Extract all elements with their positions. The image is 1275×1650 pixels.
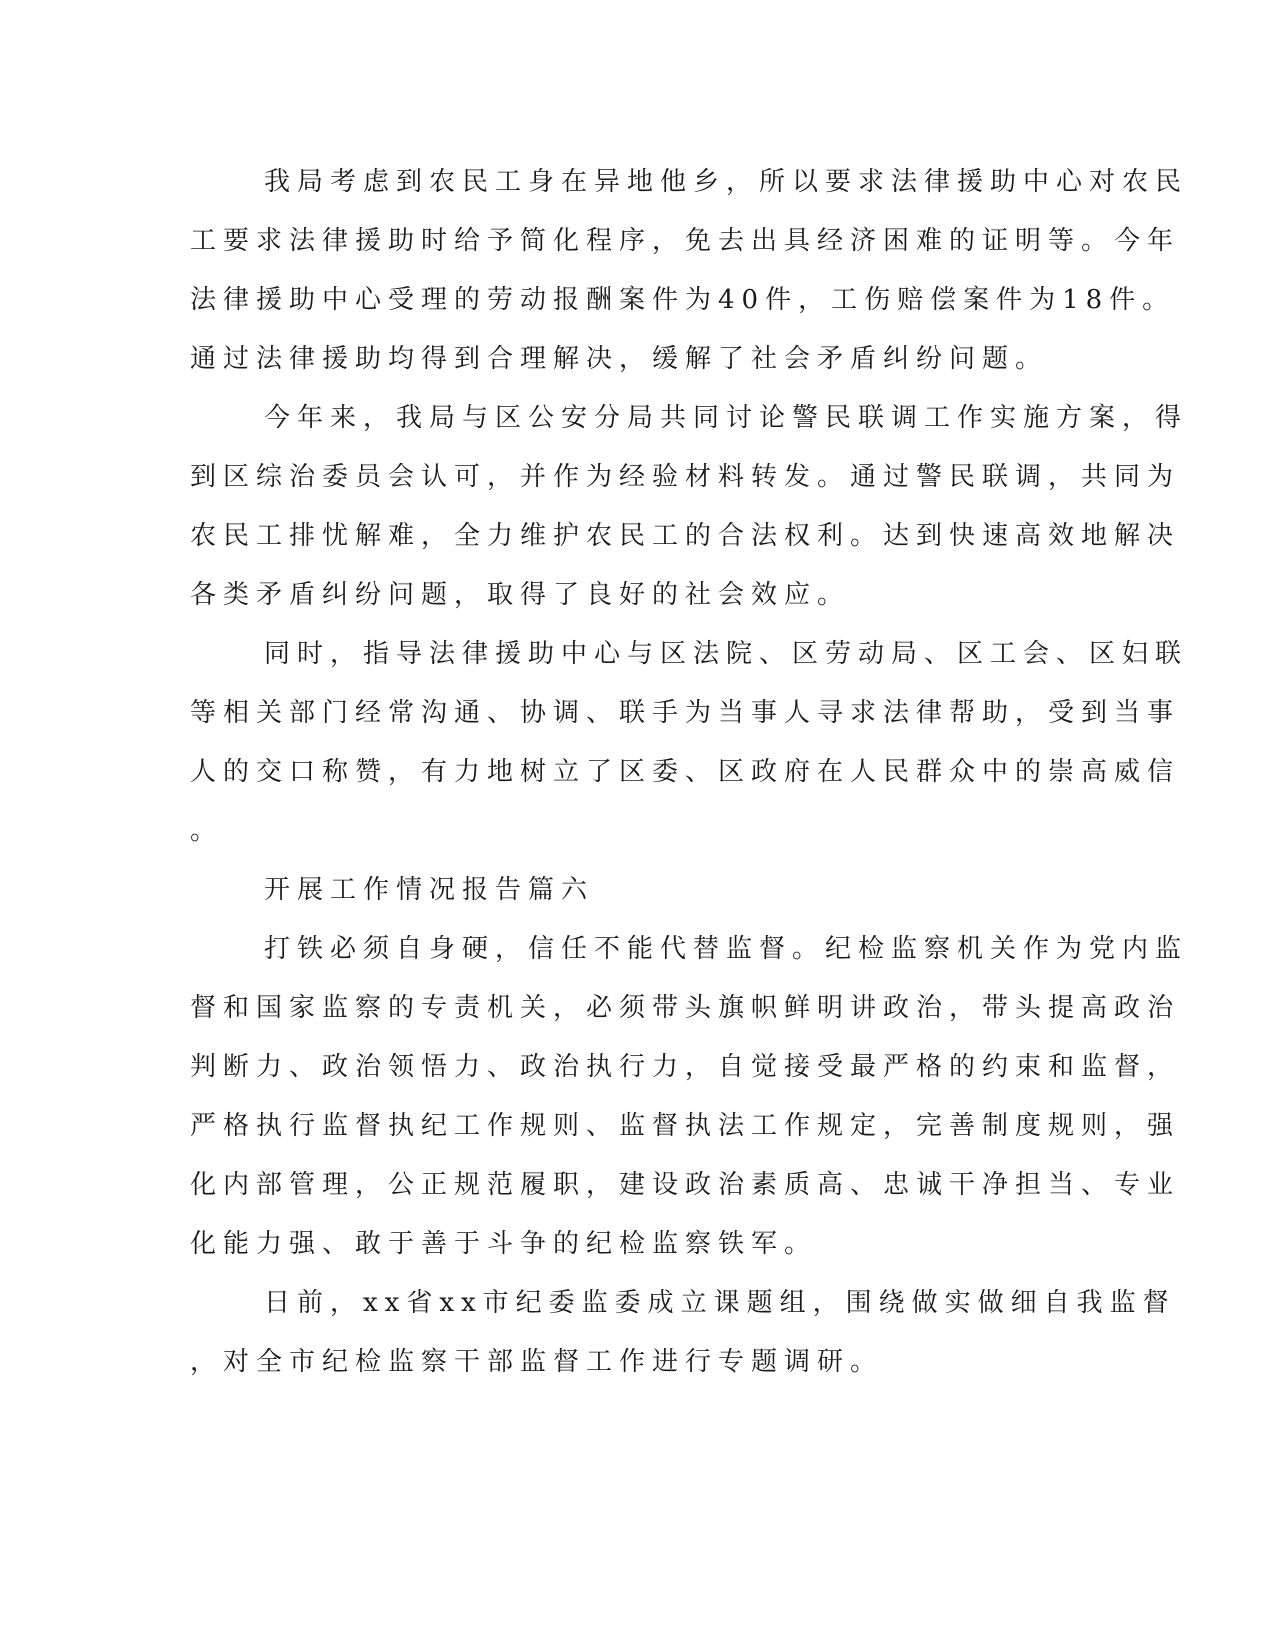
para3-line3: 人的交口称赞，有力地树立了区委、区政府在人民群众中的崇高威信 [190,757,1181,787]
para2-line1: 今年来，我局与区公安分局共同讨论警民联调工作实施方案，得 [264,403,1189,433]
para1-line1: 我局考虑到农民工身在异地他乡，所以要求法律援助中心对农民 [264,167,1189,197]
para1-line4: 通过法律援助均得到合理解决，缓解了社会矛盾纠纷问题。 [190,344,1049,374]
para1-line3: 法律援助中心受理的劳动报酬案件为40件，工伤赔偿案件为18件。 [190,285,1176,315]
para5-line1: 日前，xx省xx市纪委监委成立课题组，围绕做实做细自我监督 [264,1288,1176,1318]
para3-line4: 。 [190,816,224,846]
para4-line2: 督和国家监察的专责机关，必须带头旗帜鲜明讲政治，带头提高政治 [190,993,1181,1023]
para4-line1: 打铁必须自身硬，信任不能代替监督。纪检监察机关作为党内监 [264,934,1189,964]
section-heading: 开展工作情况报告篇六 [264,875,595,905]
para2-line3: 农民工排忧解难，全力维护农民工的合法权利。达到快速高效地解决 [190,521,1181,551]
para4-line3: 判断力、政治领悟力、政治执行力，自觉接受最严格的约束和监督， [190,1052,1181,1082]
para4-line4: 严格执行监督执纪工作规则、监督执法工作规定，完善制度规则，强 [190,1111,1181,1141]
para3-line2: 等相关部门经常沟通、协调、联手为当事人寻求法律帮助，受到当事 [190,698,1181,728]
para1-line2: 工要求法律援助时给予简化程序，免去出具经济困难的证明等。今年 [190,226,1181,256]
para5-line2: ，对全市纪检监察干部监督工作进行专题调研。 [190,1347,884,1377]
para2-line2: 到区综治委员会认可，并作为经验材料转发。通过警民联调，共同为 [190,462,1181,492]
para4-line5: 化内部管理，公正规范履职，建设政治素质高、忠诚干净担当、专业 [190,1170,1181,1200]
para3-line1: 同时，指导法律援助中心与区法院、区劳动局、区工会、区妇联 [264,639,1189,669]
para2-line4: 各类矛盾纠纷问题，取得了良好的社会效应。 [190,580,851,610]
para4-line6: 化能力强、敢于善于斗争的纪检监察铁军。 [190,1229,818,1259]
